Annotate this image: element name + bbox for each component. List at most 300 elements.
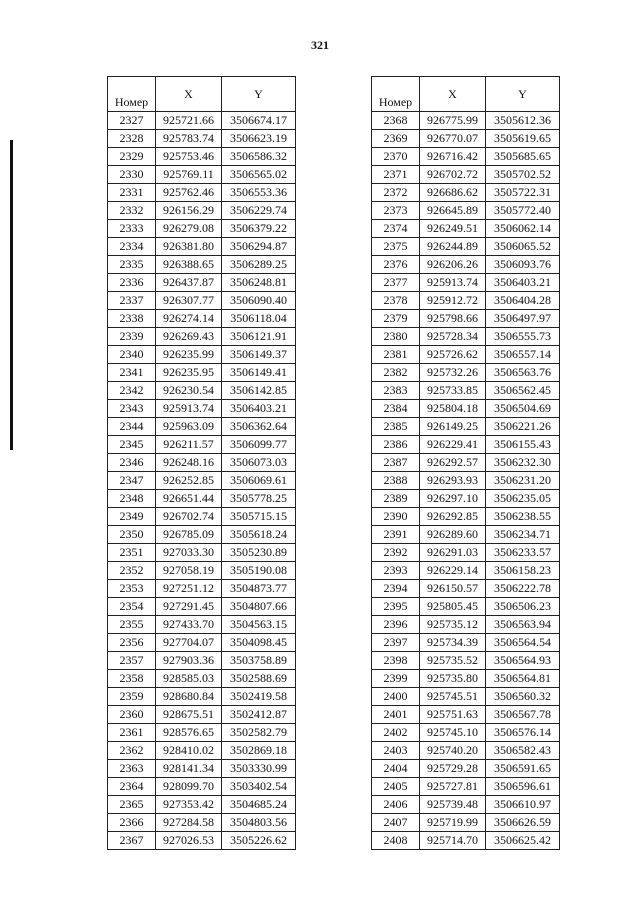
- binding-mark: [10, 140, 13, 450]
- cell-x: 926292.85: [420, 508, 486, 526]
- cell-y: 3504685.24: [222, 796, 296, 814]
- cell-x: 926645.89: [420, 202, 486, 220]
- table-row: [108, 418, 296, 436]
- cell-number: 2396: [372, 616, 420, 634]
- table-row: [108, 598, 296, 616]
- table-row: [372, 148, 560, 166]
- cell-y: 3506238.55: [486, 508, 560, 526]
- cell-y: 3505685.65: [486, 148, 560, 166]
- table-row: [108, 310, 296, 328]
- table-row: [372, 310, 560, 328]
- table-row: [108, 562, 296, 580]
- cell-y: 3506232.30: [486, 454, 560, 472]
- table-row: [108, 796, 296, 814]
- cell-y: 3502412.87: [222, 706, 296, 724]
- cell-y: 3506235.05: [486, 490, 560, 508]
- cell-x: 926229.14: [420, 562, 486, 580]
- table-row: [108, 238, 296, 256]
- cell-number: 2375: [372, 238, 420, 256]
- cell-y: 3506563.94: [486, 616, 560, 634]
- cell-y: 3502588.69: [222, 670, 296, 688]
- cell-y: 3506596.61: [486, 778, 560, 796]
- cell-number: 2330: [108, 166, 156, 184]
- table-row: [108, 400, 296, 418]
- table-row: [372, 544, 560, 562]
- column-header-number: Номер: [372, 77, 420, 112]
- cell-number: 2361: [108, 724, 156, 742]
- table-row: [108, 364, 296, 382]
- cell-number: 2382: [372, 364, 420, 382]
- cell-y: 3506229.74: [222, 202, 296, 220]
- cell-number: 2379: [372, 310, 420, 328]
- cell-y: 3506626.59: [486, 814, 560, 832]
- cell-x: 926274.14: [156, 310, 222, 328]
- cell-x: 926156.29: [156, 202, 222, 220]
- cell-number: 2368: [372, 112, 420, 130]
- cell-x: 927433.70: [156, 616, 222, 634]
- cell-y: 3504807.66: [222, 598, 296, 616]
- table-row: [108, 634, 296, 652]
- cell-y: 3506362.64: [222, 418, 296, 436]
- cell-number: 2399: [372, 670, 420, 688]
- cell-number: 2363: [108, 760, 156, 778]
- cell-number: 2343: [108, 400, 156, 418]
- cell-number: 2362: [108, 742, 156, 760]
- cell-y: 3506221.26: [486, 418, 560, 436]
- cell-number: 2328: [108, 130, 156, 148]
- table-row: [108, 652, 296, 670]
- table-row: [108, 184, 296, 202]
- cell-y: 3506560.32: [486, 688, 560, 706]
- cell-y: 3506231.20: [486, 472, 560, 490]
- cell-y: 3506576.14: [486, 724, 560, 742]
- cell-x: 925913.74: [156, 400, 222, 418]
- cell-number: 2378: [372, 292, 420, 310]
- cell-number: 2344: [108, 418, 156, 436]
- cell-y: 3506625.42: [486, 832, 560, 850]
- cell-x: 927353.42: [156, 796, 222, 814]
- column-header-x: X: [420, 77, 486, 112]
- table-row: [372, 814, 560, 832]
- cell-number: 2353: [108, 580, 156, 598]
- cell-number: 2347: [108, 472, 156, 490]
- cell-y: 3503758.89: [222, 652, 296, 670]
- cell-y: 3506093.76: [486, 256, 560, 274]
- cell-x: 927291.45: [156, 598, 222, 616]
- cell-y: 3506069.61: [222, 472, 296, 490]
- cell-x: 925735.52: [420, 652, 486, 670]
- cell-x: 925783.74: [156, 130, 222, 148]
- table-row: [108, 112, 296, 130]
- cell-x: 926292.57: [420, 454, 486, 472]
- table-row: [372, 778, 560, 796]
- cell-y: 3506289.25: [222, 256, 296, 274]
- cell-number: 2331: [108, 184, 156, 202]
- cell-x: 925805.45: [420, 598, 486, 616]
- cell-x: 926437.87: [156, 274, 222, 292]
- cell-y: 3505226.62: [222, 832, 296, 850]
- cell-y: 3506674.17: [222, 112, 296, 130]
- table-row: [108, 220, 296, 238]
- table-row: [108, 742, 296, 760]
- table-row: [372, 742, 560, 760]
- table-row: [108, 814, 296, 832]
- table-row: [372, 454, 560, 472]
- cell-x: 926149.25: [420, 418, 486, 436]
- cell-x: 928680.84: [156, 688, 222, 706]
- cell-y: 3502582.79: [222, 724, 296, 742]
- cell-y: 3506379.22: [222, 220, 296, 238]
- table-row: [108, 508, 296, 526]
- cell-x: 928585.03: [156, 670, 222, 688]
- table-row: [108, 778, 296, 796]
- cell-y: 3506586.32: [222, 148, 296, 166]
- cell-number: 2381: [372, 346, 420, 364]
- cell-number: 2327: [108, 112, 156, 130]
- cell-x: 926206.26: [420, 256, 486, 274]
- cell-y: 3502869.18: [222, 742, 296, 760]
- cell-number: 2407: [372, 814, 420, 832]
- table-row: [108, 256, 296, 274]
- cell-y: 3506497.97: [486, 310, 560, 328]
- table-row: [372, 652, 560, 670]
- cell-x: 926244.89: [420, 238, 486, 256]
- cell-y: 3506565.02: [222, 166, 296, 184]
- table-row: [372, 580, 560, 598]
- table-row: [372, 508, 560, 526]
- cell-number: 2346: [108, 454, 156, 472]
- cell-number: 2390: [372, 508, 420, 526]
- cell-x: 925714.70: [420, 832, 486, 850]
- table-row: [108, 292, 296, 310]
- cell-y: 3506062.14: [486, 220, 560, 238]
- cell-y: 3506073.03: [222, 454, 296, 472]
- cell-number: 2371: [372, 166, 420, 184]
- cell-x: 925740.20: [420, 742, 486, 760]
- table-row: [108, 616, 296, 634]
- cell-number: 2351: [108, 544, 156, 562]
- cell-number: 2386: [372, 436, 420, 454]
- table-row: [108, 274, 296, 292]
- table-row: [372, 832, 560, 850]
- cell-y: 3506564.81: [486, 670, 560, 688]
- table-row: [372, 238, 560, 256]
- cell-y: 3506403.21: [222, 400, 296, 418]
- cell-y: 3506099.77: [222, 436, 296, 454]
- cell-x: 925735.80: [420, 670, 486, 688]
- table-row: [372, 670, 560, 688]
- cell-x: 926235.99: [156, 346, 222, 364]
- table-header-row: [372, 77, 560, 112]
- cell-number: 2357: [108, 652, 156, 670]
- cell-x: 926297.10: [420, 490, 486, 508]
- column-header-x: X: [156, 77, 222, 112]
- cell-number: 2335: [108, 256, 156, 274]
- column-header-y: Y: [222, 77, 296, 112]
- column-header-y: Y: [486, 77, 560, 112]
- cell-number: 2406: [372, 796, 420, 814]
- table-row: [372, 382, 560, 400]
- cell-x: 925912.72: [420, 292, 486, 310]
- cell-y: 3506233.57: [486, 544, 560, 562]
- cell-number: 2365: [108, 796, 156, 814]
- table-body-right: [372, 112, 560, 850]
- cell-y: 3506222.78: [486, 580, 560, 598]
- cell-x: 926279.08: [156, 220, 222, 238]
- cell-x: 926702.72: [420, 166, 486, 184]
- cell-x: 926770.07: [420, 130, 486, 148]
- cell-y: 3506610.97: [486, 796, 560, 814]
- cell-x: 926291.03: [420, 544, 486, 562]
- cell-number: 2333: [108, 220, 156, 238]
- cell-number: 2345: [108, 436, 156, 454]
- cell-x: 925913.74: [420, 274, 486, 292]
- cell-x: 926388.65: [156, 256, 222, 274]
- table-row: [372, 490, 560, 508]
- cell-x: 925729.28: [420, 760, 486, 778]
- cell-number: 2380: [372, 328, 420, 346]
- table-row: [108, 202, 296, 220]
- table-row: [108, 724, 296, 742]
- cell-y: 3506118.04: [222, 310, 296, 328]
- table-header-row: [108, 77, 296, 112]
- cell-number: 2364: [108, 778, 156, 796]
- cell-x: 925727.81: [420, 778, 486, 796]
- cell-number: 2338: [108, 310, 156, 328]
- cell-x: 926651.44: [156, 490, 222, 508]
- table-row: [372, 724, 560, 742]
- cell-number: 2391: [372, 526, 420, 544]
- table-row: [372, 760, 560, 778]
- cell-x: 926716.42: [420, 148, 486, 166]
- cell-number: 2337: [108, 292, 156, 310]
- cell-number: 2404: [372, 760, 420, 778]
- cell-y: 3506564.54: [486, 634, 560, 652]
- cell-number: 2352: [108, 562, 156, 580]
- table-row: [372, 472, 560, 490]
- cell-y: 3502419.58: [222, 688, 296, 706]
- cell-x: 925732.26: [420, 364, 486, 382]
- cell-y: 3506582.43: [486, 742, 560, 760]
- cell-x: 927704.07: [156, 634, 222, 652]
- table-row: [108, 490, 296, 508]
- table-row: [372, 634, 560, 652]
- cell-number: 2397: [372, 634, 420, 652]
- table-row: [372, 706, 560, 724]
- cell-number: 2334: [108, 238, 156, 256]
- cell-y: 3505618.24: [222, 526, 296, 544]
- coordinates-table-right: [371, 76, 560, 850]
- cell-y: 3506506.23: [486, 598, 560, 616]
- coordinates-table-left: [107, 76, 296, 850]
- cell-x: 926293.93: [420, 472, 486, 490]
- cell-x: 926289.60: [420, 526, 486, 544]
- cell-number: 2356: [108, 634, 156, 652]
- cell-x: 925798.66: [420, 310, 486, 328]
- cell-x: 925804.18: [420, 400, 486, 418]
- cell-x: 926702.74: [156, 508, 222, 526]
- table-row: [372, 526, 560, 544]
- cell-number: 2369: [372, 130, 420, 148]
- table-row: [108, 382, 296, 400]
- cell-x: 926686.62: [420, 184, 486, 202]
- table-row: [372, 256, 560, 274]
- cell-x: 925739.48: [420, 796, 486, 814]
- cell-x: 927058.19: [156, 562, 222, 580]
- table-row: [372, 220, 560, 238]
- cell-y: 3506155.43: [486, 436, 560, 454]
- cell-number: 2340: [108, 346, 156, 364]
- table-row: [108, 832, 296, 850]
- cell-number: 2392: [372, 544, 420, 562]
- cell-y: 3506149.37: [222, 346, 296, 364]
- cell-number: 2388: [372, 472, 420, 490]
- cell-y: 3504873.77: [222, 580, 296, 598]
- table-row: [372, 796, 560, 814]
- cell-y: 3506404.28: [486, 292, 560, 310]
- cell-number: 2387: [372, 454, 420, 472]
- cell-number: 2372: [372, 184, 420, 202]
- table-body-left: [108, 112, 296, 850]
- cell-x: 926150.57: [420, 580, 486, 598]
- cell-y: 3506234.71: [486, 526, 560, 544]
- table-row: [108, 688, 296, 706]
- table-row: [372, 688, 560, 706]
- cell-x: 927903.36: [156, 652, 222, 670]
- cell-number: 2393: [372, 562, 420, 580]
- cell-x: 926381.80: [156, 238, 222, 256]
- cell-x: 928675.51: [156, 706, 222, 724]
- table-row: [372, 598, 560, 616]
- table-row: [372, 166, 560, 184]
- table-row: [108, 580, 296, 598]
- cell-x: 925721.66: [156, 112, 222, 130]
- cell-number: 2408: [372, 832, 420, 850]
- cell-x: 927284.58: [156, 814, 222, 832]
- cell-x: 928141.34: [156, 760, 222, 778]
- cell-number: 2385: [372, 418, 420, 436]
- cell-number: 2402: [372, 724, 420, 742]
- cell-number: 2339: [108, 328, 156, 346]
- cell-y: 3504803.56: [222, 814, 296, 832]
- table-row: [372, 616, 560, 634]
- cell-x: 926211.57: [156, 436, 222, 454]
- cell-x: 925762.46: [156, 184, 222, 202]
- cell-y: 3506557.14: [486, 346, 560, 364]
- table-row: [108, 346, 296, 364]
- cell-number: 2336: [108, 274, 156, 292]
- cell-number: 2359: [108, 688, 156, 706]
- cell-number: 2374: [372, 220, 420, 238]
- cell-y: 3506564.93: [486, 652, 560, 670]
- table-row: [372, 292, 560, 310]
- cell-number: 2332: [108, 202, 156, 220]
- table-row: [108, 166, 296, 184]
- cell-x: 925963.09: [156, 418, 222, 436]
- table-row: [372, 274, 560, 292]
- cell-number: 2394: [372, 580, 420, 598]
- cell-y: 3505715.15: [222, 508, 296, 526]
- cell-x: 925769.11: [156, 166, 222, 184]
- table-row: [372, 346, 560, 364]
- cell-number: 2329: [108, 148, 156, 166]
- cell-y: 3506090.40: [222, 292, 296, 310]
- cell-number: 2401: [372, 706, 420, 724]
- cell-x: 926775.99: [420, 112, 486, 130]
- cell-number: 2389: [372, 490, 420, 508]
- cell-y: 3506563.76: [486, 364, 560, 382]
- cell-x: 926252.85: [156, 472, 222, 490]
- cell-x: 927033.30: [156, 544, 222, 562]
- cell-number: 2376: [372, 256, 420, 274]
- table-row: [108, 454, 296, 472]
- cell-y: 3505190.08: [222, 562, 296, 580]
- cell-number: 2384: [372, 400, 420, 418]
- cell-number: 2349: [108, 508, 156, 526]
- cell-number: 2395: [372, 598, 420, 616]
- cell-x: 925751.63: [420, 706, 486, 724]
- cell-y: 3506591.65: [486, 760, 560, 778]
- cell-y: 3506567.78: [486, 706, 560, 724]
- cell-y: 3505722.31: [486, 184, 560, 202]
- cell-x: 928099.70: [156, 778, 222, 796]
- table-row: [372, 184, 560, 202]
- cell-number: 2377: [372, 274, 420, 292]
- cell-number: 2405: [372, 778, 420, 796]
- cell-y: 3506294.87: [222, 238, 296, 256]
- cell-y: 3503402.54: [222, 778, 296, 796]
- cell-y: 3506142.85: [222, 382, 296, 400]
- table-row: [372, 328, 560, 346]
- cell-number: 2348: [108, 490, 156, 508]
- table-row: [108, 328, 296, 346]
- cell-number: 2341: [108, 364, 156, 382]
- table-row: [108, 436, 296, 454]
- cell-y: 3506403.21: [486, 274, 560, 292]
- cell-y: 3506555.73: [486, 328, 560, 346]
- cell-x: 925733.85: [420, 382, 486, 400]
- cell-y: 3506623.19: [222, 130, 296, 148]
- table-row: [372, 364, 560, 382]
- cell-number: 2383: [372, 382, 420, 400]
- cell-x: 925719.99: [420, 814, 486, 832]
- table-row: [108, 670, 296, 688]
- table-row: [108, 526, 296, 544]
- page-number: 321: [311, 38, 329, 52]
- cell-number: 2350: [108, 526, 156, 544]
- cell-x: 927026.53: [156, 832, 222, 850]
- cell-number: 2354: [108, 598, 156, 616]
- cell-x: 926249.51: [420, 220, 486, 238]
- table-row: [372, 400, 560, 418]
- cell-x: 927251.12: [156, 580, 222, 598]
- cell-y: 3505772.40: [486, 202, 560, 220]
- cell-y: 3506248.81: [222, 274, 296, 292]
- cell-y: 3505702.52: [486, 166, 560, 184]
- cell-x: 926229.41: [420, 436, 486, 454]
- table-row: [108, 472, 296, 490]
- cell-y: 3504098.45: [222, 634, 296, 652]
- cell-x: 926235.95: [156, 364, 222, 382]
- table-row: [372, 436, 560, 454]
- cell-x: 925745.51: [420, 688, 486, 706]
- cell-y: 3506553.36: [222, 184, 296, 202]
- table-row: [108, 760, 296, 778]
- cell-x: 926307.77: [156, 292, 222, 310]
- cell-number: 2342: [108, 382, 156, 400]
- cell-number: 2403: [372, 742, 420, 760]
- table-row: [372, 418, 560, 436]
